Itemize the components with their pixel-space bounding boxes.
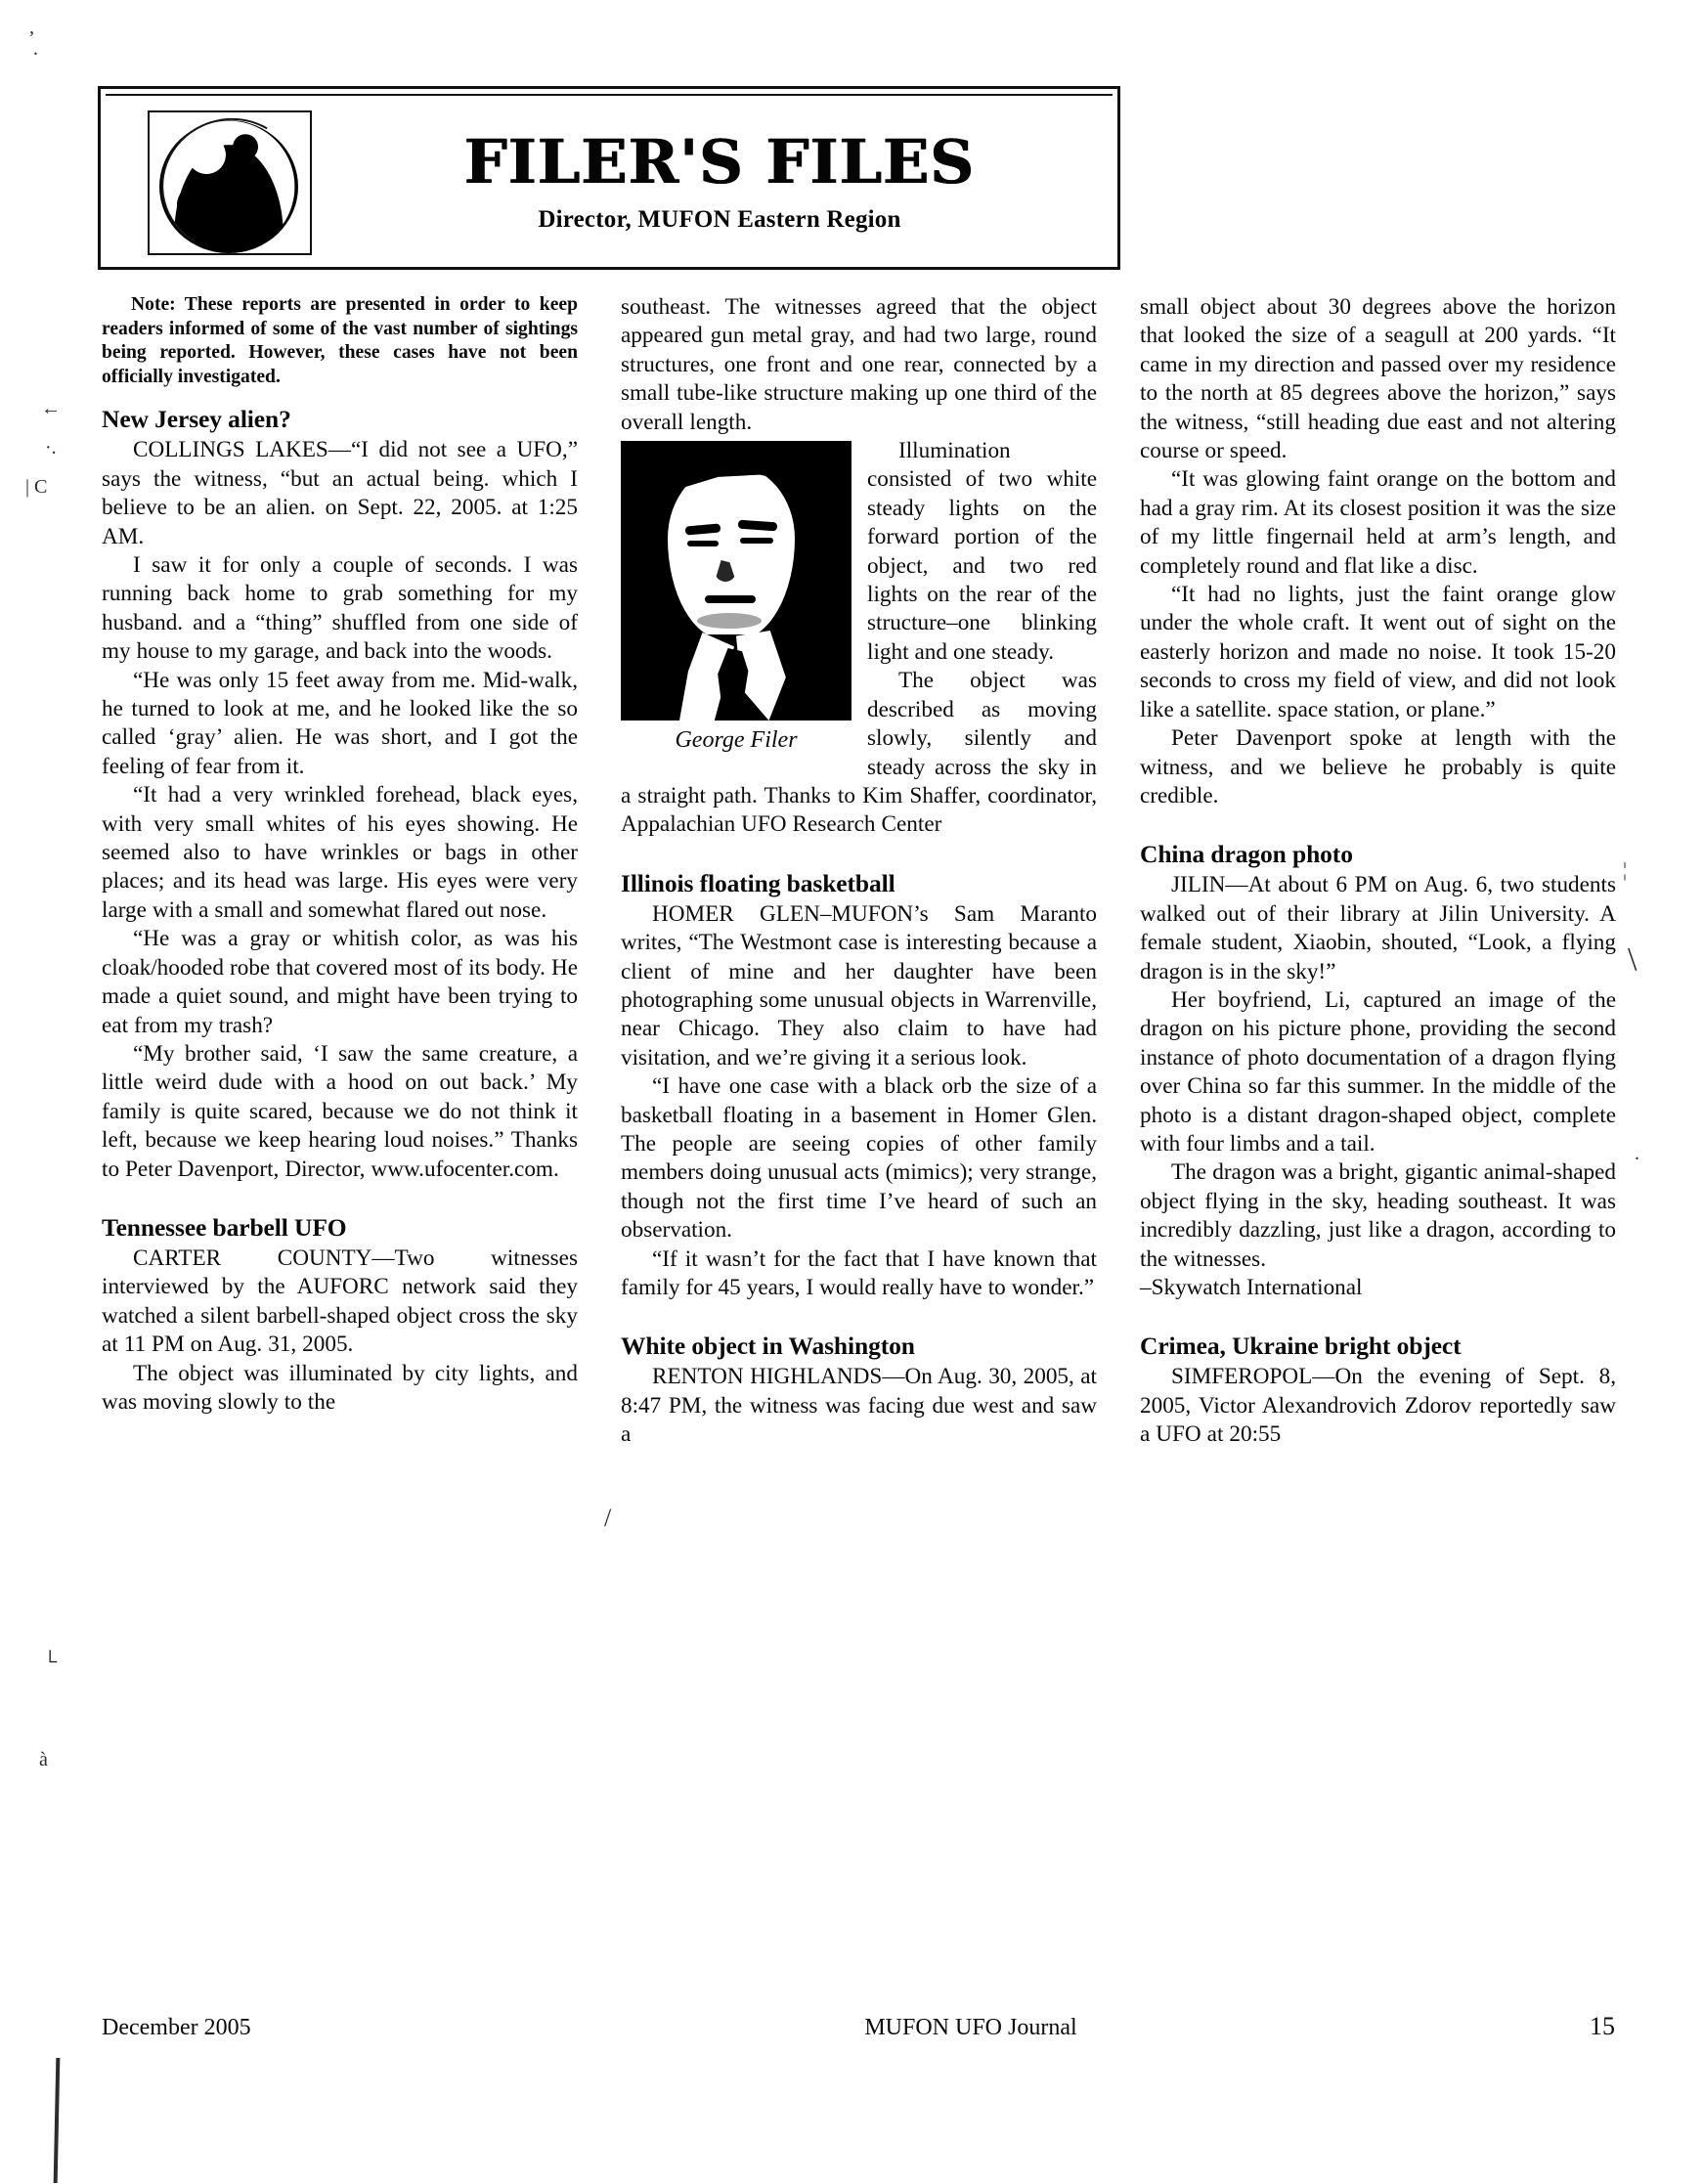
scan-artifact-mark: └	[43, 1651, 58, 1673]
footer-page-number: 15	[1590, 2012, 1615, 2040]
scan-artifact-mark: à	[39, 1749, 48, 1770]
scan-artifact-mark: ,	[29, 17, 34, 38]
column-1	[102, 293, 578, 1450]
paragraph: CARTER COUNTY—Two witnesses interviewed by the AUFORC network said they watched a silent barbell-shaped object cross the sky at 11 PM on Aug. 31, 2005.	[102, 1245, 578, 1358]
scan-artifact-mark: | Ϲ	[25, 476, 48, 498]
paragraph: The dragon was a bright, gigantic animal-shaped object flying in the sky, heading southeast. It was incredibly dazzling, just like a dragon, according to the witnesses.	[1140, 1159, 1616, 1272]
photo-caption: George Filer	[675, 727, 798, 754]
scan-artifact-mark: .	[1635, 1143, 1639, 1164]
george-filer-photo-block	[621, 441, 852, 754]
paragraph: “It was glowing faint orange on the bottom and had a gray rim. At its closest position it was the size of my little fingernail held at arm’s length, and completely round and flat like a disc.	[1140, 466, 1616, 579]
section-heading-new-jersey-alien: New Jersey alien?	[102, 405, 291, 434]
section-heading-crimea-ukraine-bright-object: Crimea, Ukraine bright object	[1140, 1332, 1462, 1361]
paragraph: southeast. The witnesses agreed that the object appeared gun metal gray, and had two large, round structures, one front and one rear, connected by a small tube-like structure making up one third of the overall length.	[621, 294, 1097, 435]
paragraph: COLLINGS LAKES—“I did not see a UFO,” says the witness, “but an actual being. which I believe to be an alien. on Sept. 22, 2005. at 1:25 AM.	[102, 437, 578, 549]
masthead-title-block	[345, 126, 1094, 234]
scan-artifact-mark: /	[604, 1504, 612, 1532]
paragraph: Peter Davenport spoke at length with the witness, and we believe he probably is quite credible.	[1140, 725, 1616, 808]
page-footer	[102, 2012, 1615, 2041]
earth-globe-logo-frame	[148, 110, 312, 255]
portrait-chin-shadow	[697, 613, 762, 629]
portrait-eye-left	[687, 541, 719, 546]
paragraph: JILIN—At about 6 PM on Aug. 6, two students walked out of their library at Jilin University. A female student, Xiaobin, shouted, “Look, a flying dragon is in the sky!”	[1140, 872, 1616, 984]
paragraph: small object about 30 degrees above the horizon that looked the size of a seagull at 200 yards. “It came in my direction and passed over my residence to the north at 85 degrees above the horizon,” says the witness, “still heading due east and not altering course or speed.	[1140, 294, 1616, 464]
paragraph: Illumination consisted of two white steady lights on the forward portion of the object, and two red lights on the rear of the structure–one blinking light and one steady.	[867, 438, 1097, 665]
footer-publication-name: MUFON UFO Journal	[864, 2015, 1077, 2040]
section-heading-illinois-floating-basketball: Illinois floating basketball	[621, 868, 895, 897]
scan-artifact-mark: \	[1628, 941, 1638, 978]
scan-artifact-mark: ←	[41, 398, 61, 419]
paragraph: HOMER GLEN–MUFON’s Sam Maranto writes, “The Westmont case is interesting because a client of mine and her daughter have been photographing some unusual objects in Warrenville, near Chicago. They also claim to have had visitation, and we’re giving it a serious look.	[621, 900, 1097, 1070]
paragraph: “My brother said, ‘I saw the same creature, a little weird dude with a hood on out back.’ My family is quite scared, because we do not think it left, because we keep hearing loud noises.” Thanks to Peter Davenport, Director, www.ufocenter.com.	[102, 1040, 578, 1182]
paragraph: RENTON HIGHLANDS—On Aug. 30, 2005, at 8:47 PM, the witness was facing due west and saw a	[621, 1364, 1097, 1448]
paragraph: “He was only 15 feet away from me. Mid-walk, he turned to look at me, and he looked like the so called ‘gray’ alien. He was short, and I got the feeling of fear from it.	[102, 667, 578, 779]
paragraph: I saw it for only a couple of seconds. I was running back home to grab something for my husband. and a “thing” shuffled from one side of my house to my garage, and back into the woods.	[102, 552, 578, 665]
george-filer-portrait	[621, 441, 852, 721]
paragraph: The object was illuminated by city lights, and was moving slowly to the	[102, 1360, 578, 1415]
paragraph: “It had a very wrinkled forehead, black eyes, with very small whites of his eyes showing. He seemed also to have wrinkles or bags in other places; and its head was large. His eyes were very large with a small and somewhat flared out nose.	[102, 782, 578, 923]
paragraph: “He was a gray or whitish color, as was his cloak/hooded robe that covered most of its body. He made a quiet sound, and might have been trying to eat from my trash?	[102, 926, 578, 1038]
masthead	[98, 86, 1120, 270]
column-3	[1140, 293, 1616, 1450]
footer-issue-date: December 2005	[102, 2015, 251, 2040]
globe-arc-icon	[148, 110, 312, 255]
section-heading-tennessee-barbell-ufo: Tennessee barbell UFO	[102, 1212, 347, 1242]
portrait-mouth	[705, 595, 756, 603]
page-subtitle: Director, MUFON Eastern Region	[538, 206, 901, 233]
article-columns	[102, 293, 1615, 1450]
paragraph: “If it wasn’t for the fact that I have known that family for 45 years, I would really have to wonder.”	[621, 1245, 1097, 1300]
portrait-eye-right	[740, 538, 773, 544]
source-credit: –Skywatch International	[1140, 1275, 1363, 1300]
section-heading-china-dragon-photo: China dragon photo	[1140, 840, 1353, 869]
scan-artifact-mark: .	[33, 38, 38, 60]
paragraph: “It had no lights, just the faint orange glow under the whole craft. It went out of sight on the easterly horizon and made no noise. It took 15-20 seconds to cross my field of view, and did not look like a satellite. space station, or plane.”	[1140, 582, 1616, 722]
paragraph: “I have one case with a black orb the size of a basketball floating in a basement in Homer Glen. The people are seeing copies of other family members doing unusual acts (mimics); very strange, though not the first time I’ve heard of such an observation.	[621, 1073, 1097, 1244]
editor-note: Note: These reports are presented in order to keep readers informed of some of the vast number of sightings being reported. However, these cases have not been officially investigated.	[102, 294, 578, 387]
column-2	[621, 293, 1097, 1450]
section-heading-white-object-in-washington: White object in Washington	[621, 1332, 915, 1361]
paragraph: SIMFEROPOL—On the evening of Sept. 8, 2005, Victor Alexandrovich Zdorov reportedly saw a UFO at 20:55	[1140, 1364, 1616, 1448]
page-title: FILER'S FILES	[463, 126, 976, 197]
scan-artifact-mark: ·.	[45, 437, 57, 459]
paragraph: The object was described as moving slowly, silently and steady across the sky in a straight path. Thanks to Kim Shaffer, coordinator, Appalachian UFO Research Center	[621, 668, 1097, 838]
scan-artifact-mark: ¦	[1623, 859, 1628, 881]
paragraph: Her boyfriend, Li, captured an image of the dragon on his picture phone, providing the second instance of photo documentation of a dragon flying over China so far this summer. In the middle of the photo is a distant dragon-shaped object, complete with four limbs and a tail.	[1140, 986, 1616, 1157]
scan-artifact-streak	[54, 2058, 61, 2183]
